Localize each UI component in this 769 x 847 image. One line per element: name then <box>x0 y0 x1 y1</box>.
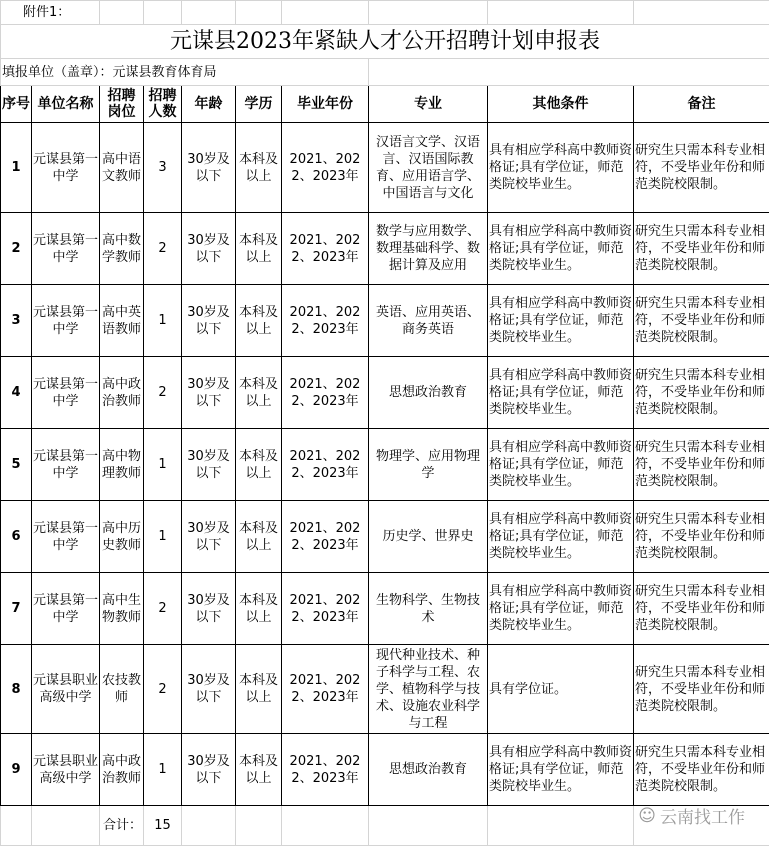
total-label: 合计： <box>100 806 144 846</box>
cell: 具有相应学科高中教师资格证;具有学位证，师范类院校毕业生。 <box>488 429 634 501</box>
cell: 研究生只需本科专业相符，不受毕业年份和师范类院校限制。 <box>634 501 769 573</box>
cell: 元谋县第一中学 <box>32 429 100 501</box>
cell: 本科及以上 <box>236 573 282 645</box>
cell: 具有相应学科高中教师资格证;具有学位证，师范类院校毕业生。 <box>488 501 634 573</box>
empty-cell <box>488 806 634 846</box>
table-row <box>1 285 769 357</box>
cell: 数学与应用数学、数理基础科学、数据计算及应用 <box>369 213 488 285</box>
cell: 具有相应学科高中教师资格证;具有学位证，师范类院校毕业生。 <box>488 734 634 806</box>
column-header: 招聘岗位 <box>100 86 144 123</box>
cell: 具有相应学科高中教师资格证;具有学位证，师范类院校毕业生。 <box>488 123 634 213</box>
cell: 思想政治教育 <box>369 734 488 806</box>
empty-cell <box>32 806 100 846</box>
cell: 3 <box>1 285 32 357</box>
cell: 30岁及以下 <box>182 357 236 429</box>
empty-cell <box>236 806 282 846</box>
table-row <box>1 573 769 645</box>
cell: 30岁及以下 <box>182 123 236 213</box>
cell: 4 <box>1 357 32 429</box>
column-header: 其他条件 <box>488 86 634 123</box>
cell: 研究生只需本科专业相符，不受毕业年份和师范类院校限制。 <box>634 429 769 501</box>
cell: 6 <box>1 501 32 573</box>
cell: 3 <box>144 123 182 213</box>
cell: 1 <box>144 429 182 501</box>
cell: 9 <box>1 734 32 806</box>
total-value: 15 <box>144 806 182 846</box>
cell: 30岁及以下 <box>182 645 236 734</box>
column-header: 专业 <box>369 86 488 123</box>
cell: 2021、2022、2023年 <box>282 429 369 501</box>
cell: 农技教师 <box>100 645 144 734</box>
cell: 高中政治教师 <box>100 734 144 806</box>
cell: 本科及以上 <box>236 285 282 357</box>
column-header: 招聘人数 <box>144 86 182 123</box>
cell: 本科及以上 <box>236 123 282 213</box>
cell: 2021、2022、2023年 <box>282 285 369 357</box>
cell: 高中政治教师 <box>100 357 144 429</box>
cell: 研究生只需本科专业相符，不受毕业年份和师范类院校限制。 <box>634 573 769 645</box>
cell: 2021、2022、2023年 <box>282 501 369 573</box>
table-row <box>1 123 769 213</box>
table-row <box>1 357 769 429</box>
cell: 生物科学、生物技术 <box>369 573 488 645</box>
cell: 30岁及以下 <box>182 213 236 285</box>
cell: 1 <box>144 734 182 806</box>
table-row <box>1 429 769 501</box>
cell: 7 <box>1 573 32 645</box>
cell: 高中生物教师 <box>100 573 144 645</box>
empty-cell <box>182 806 236 846</box>
cell: 研究生只需本科专业相符，不受毕业年份和师范类院校限制。 <box>634 357 769 429</box>
column-header: 序号 <box>1 86 32 123</box>
cell: 1 <box>144 501 182 573</box>
cell: 1 <box>144 285 182 357</box>
reporting-unit: 填报单位（盖章）：元谋县教育体育局 <box>1 59 369 86</box>
cell: 2021、2022、2023年 <box>282 734 369 806</box>
watermark: ☺ 云南找工作 <box>638 805 745 828</box>
cell: 2 <box>144 213 182 285</box>
cell: 2 <box>144 573 182 645</box>
cell: 5 <box>1 429 32 501</box>
cell: 2021、2022、2023年 <box>282 213 369 285</box>
cell: 研究生只需本科专业相符，不受毕业年份和师范类院校限制。 <box>634 285 769 357</box>
cell: 具有相应学科高中教师资格证;具有学位证，师范类院校毕业生。 <box>488 285 634 357</box>
cell: 2 <box>144 645 182 734</box>
cell: 研究生只需本科专业相符，不受毕业年份和师范类院校限制。 <box>634 645 769 734</box>
cell: 元谋县职业高级中学 <box>32 645 100 734</box>
cell: 研究生只需本科专业相符，不受毕业年份和师范类院校限制。 <box>634 123 769 213</box>
table-row <box>1 501 769 573</box>
column-header: 毕业年份 <box>282 86 369 123</box>
cell: 思想政治教育 <box>369 357 488 429</box>
cell: 高中物理教师 <box>100 429 144 501</box>
empty-cell <box>369 806 488 846</box>
table-row <box>1 645 769 734</box>
cell: 2021、2022、2023年 <box>282 645 369 734</box>
table-row <box>1 213 769 285</box>
cell: 现代种业技术、种子科学与工程、农学、植物科学与技术、设施农业科学与工程 <box>369 645 488 734</box>
cell: 30岁及以下 <box>182 429 236 501</box>
cell: 30岁及以下 <box>182 734 236 806</box>
cell: 元谋县第一中学 <box>32 123 100 213</box>
cell: 30岁及以下 <box>182 573 236 645</box>
wechat-icon: ☺ <box>638 805 656 826</box>
cell: 汉语言文学、汉语言、汉语国际教育、应用语言学、中国语言与文化 <box>369 123 488 213</box>
cell: 30岁及以下 <box>182 285 236 357</box>
cell: 2 <box>144 357 182 429</box>
cell: 高中英语教师 <box>100 285 144 357</box>
cell: 2 <box>1 213 32 285</box>
cell: 元谋县职业高级中学 <box>32 734 100 806</box>
page-title: 元谋县2023年紧缺人才公开招聘计划申报表 <box>1 25 769 59</box>
cell: 2021、2022、2023年 <box>282 357 369 429</box>
cell: 具有学位证。 <box>488 645 634 734</box>
attachment-label: 附件1： <box>1 1 100 25</box>
cell: 2021、2022、2023年 <box>282 123 369 213</box>
cell: 本科及以上 <box>236 357 282 429</box>
cell: 物理学、应用物理学 <box>369 429 488 501</box>
column-header: 单位名称 <box>32 86 100 123</box>
cell: 本科及以上 <box>236 501 282 573</box>
cell: 具有相应学科高中教师资格证;具有学位证，师范类院校毕业生。 <box>488 213 634 285</box>
cell: 30岁及以下 <box>182 501 236 573</box>
cell: 元谋县第一中学 <box>32 285 100 357</box>
cell: 本科及以上 <box>236 213 282 285</box>
empty-cell <box>282 806 369 846</box>
cell: 1 <box>1 123 32 213</box>
cell: 研究生只需本科专业相符，不受毕业年份和师范类院校限制。 <box>634 734 769 806</box>
column-header: 学历 <box>236 86 282 123</box>
cell: 高中历史教师 <box>100 501 144 573</box>
cell: 研究生只需本科专业相符，不受毕业年份和师范类院校限制。 <box>634 213 769 285</box>
cell: 高中数学教师 <box>100 213 144 285</box>
cell: 英语、应用英语、商务英语 <box>369 285 488 357</box>
column-header: 备注 <box>634 86 769 123</box>
cell: 具有相应学科高中教师资格证;具有学位证，师范类院校毕业生。 <box>488 573 634 645</box>
table-row <box>1 734 769 806</box>
cell: 本科及以上 <box>236 429 282 501</box>
cell: 元谋县第一中学 <box>32 501 100 573</box>
empty-cell <box>1 806 32 846</box>
cell: 8 <box>1 645 32 734</box>
cell: 元谋县第一中学 <box>32 213 100 285</box>
cell: 本科及以上 <box>236 734 282 806</box>
cell: 高中语文教师 <box>100 123 144 213</box>
cell: 2021、2022、2023年 <box>282 573 369 645</box>
cell: 具有相应学科高中教师资格证;具有学位证，师范类院校毕业生。 <box>488 357 634 429</box>
cell: 历史学、世界史 <box>369 501 488 573</box>
cell: 元谋县第一中学 <box>32 357 100 429</box>
column-header: 年龄 <box>182 86 236 123</box>
cell: 本科及以上 <box>236 645 282 734</box>
cell: 元谋县第一中学 <box>32 573 100 645</box>
